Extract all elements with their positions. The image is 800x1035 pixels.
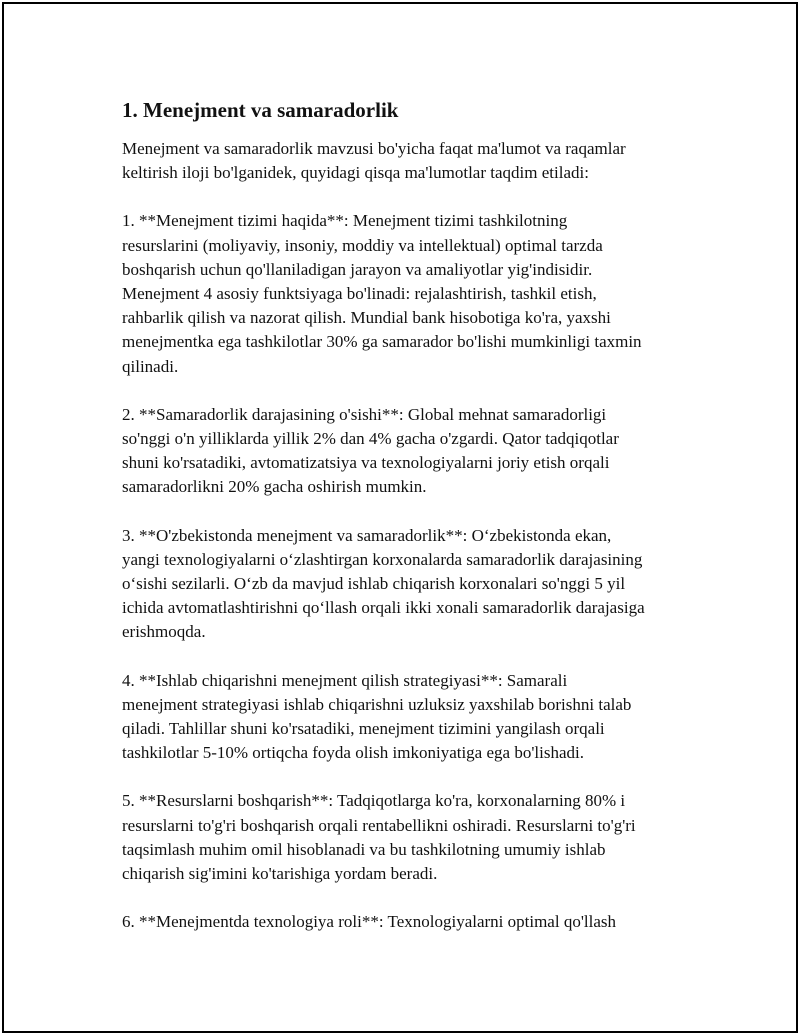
- intro-paragraph: [122, 137, 702, 185]
- section-paragraph-5: [122, 789, 702, 886]
- text-line: qiladi. Tahlillar shuni ko'rsatadiki, menejment tizimini yangilash orqali: [122, 719, 605, 739]
- text-line: o‘sishi sezilarli. O‘zb da mavjud ishlab chiqarish korxonalari so'nggi 5 yil: [122, 574, 626, 594]
- text-line: 2. **Samaradorlik darajasining o'sishi**: Global mehnat samaradorligi: [122, 404, 607, 424]
- section-paragraph-4: [122, 669, 702, 766]
- section-paragraph-6: [122, 910, 702, 934]
- text-line: keltirish iloji bo'lganidek, quyidagi qisqa ma'lumotlar taqdim etiladi:: [122, 163, 589, 183]
- text-line: tashkilotlar 5-10% ortiqcha foyda olish imkoniyatiga ega bo'lishadi.: [122, 743, 584, 763]
- text-line: taqsimlash muhim omil hisoblanadi va bu tashkilotning umumiy ishlab: [122, 839, 606, 859]
- text-line: resurslarni to'g'ri boshqarish orqali rentabellikni oshiradi. Resurslarni to'g'ri: [122, 815, 636, 835]
- text-line: menejment strategiyasi ishlab chiqarishni uzluksiz yaxshilab borishni talab: [122, 694, 632, 714]
- text-line: samaradorlikni 20% gacha oshirish mumkin.: [122, 477, 427, 497]
- document-body: [122, 97, 702, 958]
- text-line: ichida avtomatlashtirishni qo‘llash orqali ikki xonali samaradorlik darajasiga: [122, 598, 645, 618]
- section-paragraph-1: [122, 209, 702, 378]
- text-line: Menejment va samaradorlik mavzusi bo'yicha faqat ma'lumot va raqamlar: [122, 139, 626, 158]
- text-line: menejmentka ega tashkilotlar 30% ga samarador bo'lishi mumkinligi taxmin: [122, 332, 642, 352]
- text-line: boshqarish uchun qo'llaniladigan jarayon va amaliyotlar yig'indisidir.: [122, 259, 593, 279]
- document-title: 1. Menejment va samaradorlik: [122, 98, 399, 122]
- text-line: 3. **O'zbekistonda menejment va samaradorlik**: O‘zbekistonda ekan,: [122, 525, 612, 545]
- text-line: resurslarini (moliyaviy, insoniy, moddiy va intellektual) optimal tarzda: [122, 235, 603, 255]
- text-line: 5. **Resurslarni boshqarish**: Tadqiqotlarga ko'ra, korxonalarning 80% i: [122, 791, 626, 811]
- text-line: rahbarlik qilish va nazorat qilish. Mundial bank hisobotiga ko'ra, yaxshi: [122, 308, 611, 328]
- section-paragraph-3: [122, 524, 702, 645]
- text-line: erishmoqda.: [122, 622, 206, 642]
- text-line: so'nggi o'n yilliklarda yillik 2% dan 4% gacha o'zgardi. Qator tadqiqotlar: [122, 429, 619, 449]
- text-line: Menejment 4 asosiy funktsiyaga bo'linadi: rejalashtirish, tashkil etish,: [122, 284, 597, 304]
- text-line: shuni ko'rsatadiki, avtomatizatsiya va texnologiyalarni joriy etish orqali: [122, 453, 610, 473]
- section-paragraph-2: [122, 403, 702, 500]
- text-line: qilinadi.: [122, 356, 179, 376]
- text-line: 4. **Ishlab chiqarishni menejment qilish strategiyasi**: Samarali: [122, 670, 568, 690]
- text-line: 6. **Menejmentda texnologiya roli**: Texnologiyalarni optimal qo'llash: [122, 912, 616, 932]
- text-line: chiqarish sig'imini ko'tarishiga yordam beradi.: [122, 864, 438, 884]
- page-frame: [2, 2, 798, 1033]
- text-line: 1. **Menejment tizimi haqida**: Menejment tizimi tashkilotning: [122, 211, 568, 231]
- text-line: yangi texnologiyalarni o‘zlashtirgan korxonalarda samaradorlik darajasining: [122, 549, 643, 569]
